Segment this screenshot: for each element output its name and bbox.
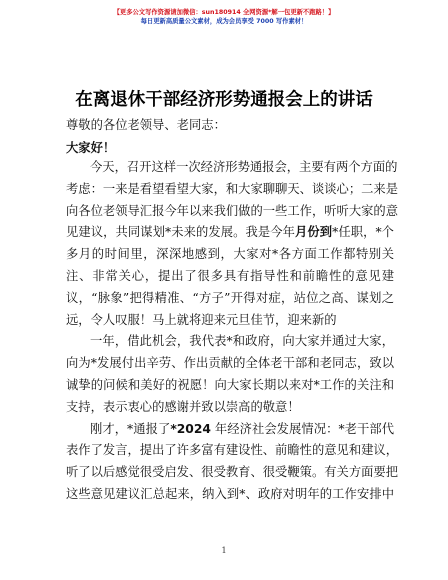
body-line: 今天，召开这样一次经济形势通报会，主要有两个方面的 bbox=[90, 160, 398, 174]
document-title: 在离退休干部经济形势通报会上的讲话 bbox=[75, 90, 373, 110]
body-line: 诚挚的问候和美好的祝愿！向大家长期以来对*工作的关注和 bbox=[66, 377, 394, 392]
salutation: 尊敬的各位老领导、老同志： bbox=[66, 118, 226, 132]
body-line: 见建议，共同谋划*未来的发展。我是今年月份到*任职，*个 bbox=[66, 225, 394, 240]
page-number: 1 bbox=[221, 546, 227, 555]
emphasis-text: *2024 bbox=[170, 421, 211, 436]
promo-line-wechat: 【更多公文写作资源请加微信：sun180914 全网资源*解一包更新不跑路！】 bbox=[113, 9, 335, 16]
body-line: 一年，借此机会，我代表*和政府，向大家并通过大家， bbox=[90, 334, 394, 349]
body-line: 远，令人叹服！马上就将迎来元旦佳节，迎来新的 bbox=[66, 312, 337, 327]
body-line: 听了以后感觉很受启发、很受教育、很受鞭策。有关方面要把 bbox=[66, 465, 399, 480]
greeting: 大家好！ bbox=[66, 141, 116, 155]
body-line: 刚才，*通报了*2024 年经济社会发展情况：*老干部代 bbox=[90, 421, 394, 436]
body-line: 多月的时间里，深深地感到，大家对*各方面工作都特别关 bbox=[66, 247, 394, 262]
body-line: 注、非常关心，提出了很多具有指导性和前瞻性的意见建 bbox=[66, 268, 394, 283]
body-line: 议，“脉象”把得精准、“方子”开得对症，站位之高、谋划之 bbox=[66, 290, 394, 305]
emphasis-text: 月份到 bbox=[294, 225, 333, 240]
promo-line-membership: 每日更新高质量公文素材，成为会员享受 7000 写作素材！ bbox=[140, 18, 308, 25]
body-line: 向为*发展付出辛劳、作出贡献的全体老干部和老同志，致以 bbox=[66, 356, 394, 371]
body-line: 考虑：一来是看望看望大家，和大家聊聊天、谈谈心；二来是 bbox=[66, 181, 399, 196]
body-line: 向各位老领导汇报今年以来我们做的一些工作，听听大家的意 bbox=[66, 203, 399, 218]
promo-banner bbox=[0, 8, 448, 26]
speech-body bbox=[66, 157, 399, 506]
body-line: 表作了发言，提出了许多富有建设性、前瞻性的意见和建议， bbox=[66, 443, 399, 458]
body-line: 支持，表示衷心的感谢并致以崇高的敬意！ bbox=[66, 399, 300, 414]
body-line: 这些意见建议汇总起来，纳入到*、政府对明年的工作安排中 bbox=[66, 486, 394, 501]
